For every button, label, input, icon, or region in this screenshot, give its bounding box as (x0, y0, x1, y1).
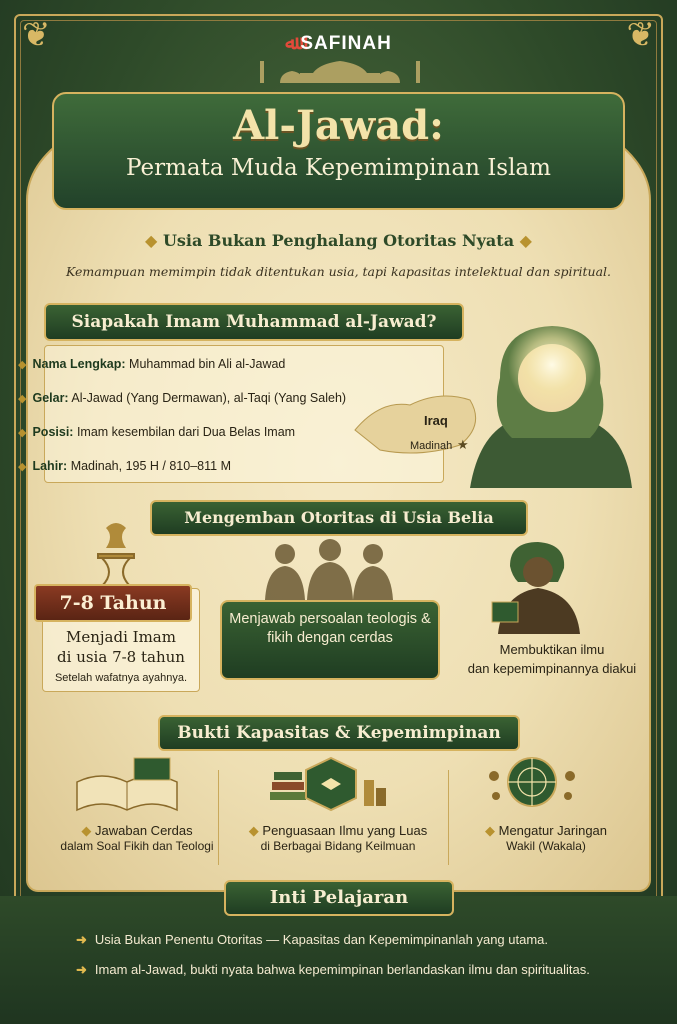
evidence-item (52, 823, 222, 853)
arrow-icon: ➜ (76, 932, 87, 947)
hourglass-icon (88, 518, 144, 592)
brand-logo (0, 32, 677, 55)
imam-portrait (460, 308, 640, 488)
ornament-icon: ❦ (626, 15, 655, 55)
reading-scholar-icon (480, 536, 590, 634)
lesson-text: Imam al-Jawad, bukti nyata bahwa kepemimpinan berlandaskan ilmu dan spiritualitas. (94, 962, 590, 977)
fact-label: Lahir: (32, 459, 68, 473)
fact-value: Muhammad bin Ali al-Jawad (129, 357, 286, 371)
fact-value: Madinah, 195 H / 810–811 M (70, 459, 231, 473)
diamond-icon: ◆ (18, 393, 27, 405)
diamond-icon: ◆ (145, 231, 158, 250)
youth-heading: Mengemban Otoritas di Usia Belia (150, 500, 528, 536)
brand-mark: ﷲ (285, 33, 297, 54)
diamond-icon: ◆ (519, 231, 532, 250)
age-note: Setelah wafatnya ayahnya. (54, 672, 188, 684)
intro-text: Kemampuan memimpin tidak ditentukan usia, tapi kapasitas intelektual dan spiritual. (65, 264, 612, 279)
evidence-secondary: di Berbagai Bidang Keilmuan (260, 839, 416, 853)
title-panel (52, 92, 625, 210)
scholars-silhouette (255, 538, 405, 600)
answer-panel: Menjawab persoalan teologis & fikih dengan cerdas (220, 600, 440, 680)
evidence-heading: Bukti Kapasitas & Kepemimpinan (158, 715, 520, 751)
lesson-text: Usia Bukan Penentu Otoritas — Kapasitas dan Kepemimpinanlah yang utama. (94, 932, 549, 947)
fact-label: Nama Lengkap: (32, 357, 126, 371)
brand-name: SAFINAH (300, 33, 392, 54)
fact-label: Posisi: (32, 425, 74, 439)
diamond-icon: ◆ (18, 359, 27, 371)
page-title: Al-Jawad: (233, 102, 444, 149)
star-icon: ★ (457, 437, 469, 452)
evidence-main (52, 823, 222, 839)
evidence-main (456, 823, 636, 839)
evidence-item (232, 823, 444, 853)
evidence-main (232, 823, 444, 839)
map-city-label: Madinah (410, 440, 453, 452)
fact-item (18, 391, 346, 405)
network-icon (482, 752, 582, 814)
evidence-main-text: Mengatur Jaringan (498, 823, 608, 838)
age-line-1: Menjadi Imam (66, 628, 176, 646)
lesson-item (76, 932, 548, 948)
diamond-icon: ◆ (81, 823, 92, 838)
lesson-heading: Inti Pelajaran (224, 880, 454, 916)
profile-heading: Siapakah Imam Muhammad al-Jawad? (44, 303, 464, 341)
proved-line-2: dan kepemimpinannya diakui (467, 661, 637, 676)
age-badge: 7-8 Tahun (34, 584, 192, 622)
diamond-icon: ◆ (18, 461, 27, 473)
evidence-secondary: dalam Soal Fikih dan Teologi (60, 839, 214, 853)
tagline (0, 231, 677, 250)
map-region-label: Iraq (424, 413, 448, 428)
ornament-icon: ❦ (22, 15, 51, 55)
fact-label: Gelar: (32, 391, 69, 405)
proved-line-1: Membuktikan ilmu (499, 642, 605, 657)
evidence-secondary: Wakil (Wakala) (506, 839, 586, 853)
diamond-icon: ◆ (248, 823, 259, 838)
fact-value: Imam kesembilan dari Dua Belas Imam (76, 425, 296, 439)
evidence-item (456, 823, 636, 853)
diamond-icon: ◆ (18, 427, 27, 439)
fact-value: Al-Jawad (Yang Dermawan), al-Taqi (Yang Saleh) (71, 391, 347, 405)
fact-item (18, 459, 231, 473)
diamond-icon: ◆ (484, 823, 495, 838)
mosque-skyline-icon (240, 55, 440, 83)
divider (448, 770, 449, 865)
evidence-main-text: Jawaban Cerdas (95, 823, 193, 838)
fact-item (18, 357, 285, 371)
page-subtitle: Permata Muda Kepemimpinan Islam (126, 155, 551, 181)
books-icon (266, 752, 396, 814)
arrow-icon: ➜ (76, 962, 87, 977)
tagline-text: Usia Bukan Penghalang Otoritas Nyata (162, 231, 515, 250)
evidence-main-text: Penguasaan Ilmu yang Luas (262, 823, 428, 838)
proved-text (452, 640, 652, 678)
lesson-item (76, 962, 590, 978)
age-line-2: di usia 7-8 tahun (57, 648, 185, 666)
fact-item (18, 425, 295, 439)
book-icon (72, 752, 182, 814)
